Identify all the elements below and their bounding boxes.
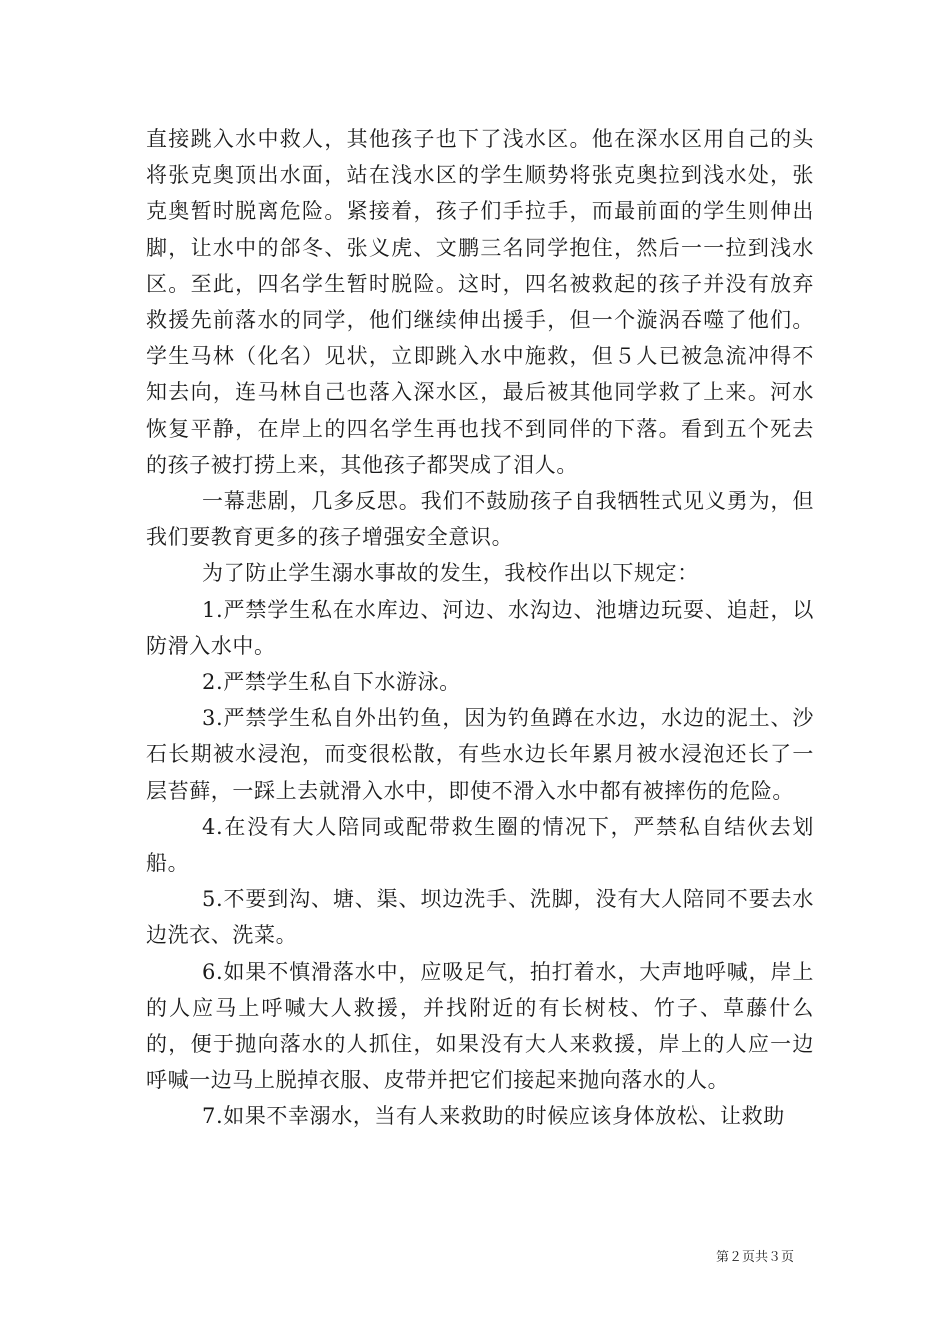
- rule-item-5: 5.不要到沟、塘、渠、坝边洗手、洗脚，没有大人陪同不要去水边洗衣、洗菜。: [146, 887, 814, 948]
- rule-item-4: 4.在没有大人陪同或配带救生圈的情况下，严禁私自结伙去划船。: [146, 814, 814, 876]
- paragraph-rules-intro: 为了防止学生溺水事故的发生，我校作出以下规定：: [202, 561, 699, 586]
- rule-item-6: 6.如果不慎滑落水中，应吸足气，拍打着水，大声地呼喊，岸上的人应马上呼喊大人救援，并找附近的有长树枝、竹子、草藤什么的，便于抛向落水的人抓住，如果没有大人来救援，岸上的人应一边呼喊一边马上脱掉衣服、皮带并把它们接起来抛向落水的人。: [146, 959, 814, 1093]
- rule-item-3: 3.严禁学生私自外出钓鱼，因为钓鱼蹲在水边，水边的泥土、沙石长期被水浸泡，而变很松散，有些水边长年累月被水浸泡还长了一层苔藓，一踩上去就滑入水中，即使不滑入水中都有被摔伤的危险。: [146, 706, 814, 803]
- rule-item-7: 7.如果不幸溺水，当有人来救助的时候应该身体放松、让救助: [202, 1104, 785, 1129]
- paragraph-rescue-story: 直接跳入水中救人，其他孩子也下了浅水区。他在深水区用自己的头将张克奥顶出水面，站在浅水区的学生顺势将张克奥拉到浅水处，张克奥暂时脱离危险。紧接着，孩子们手拉手，而最前面的学生则伸出脚，让水中的郃冬、张义虎、文鹏三名同学抱住，然后一一拉到浅水区。至此，四名学生暂时脱险。这时，四名被救起的孩子并没有放弃救援先前落水的同学，他们继续伸出援手，但一个漩涡吞噬了他们。学生马林（化名）见状，立即跳入水中施救，但５人已被急流冲得不知去向，连马林自己也落入深水区，最后被其他同学救了上来。河水恢复平静，在岸上的四名学生再也找不到同伴的下落。看到五个死去的孩子被打捞上来，其他孩子都哭成了泪人。: [146, 127, 814, 477]
- document-body: [146, 121, 814, 1135]
- paragraph-reflection: 一幕悲剧，几多反思。我们不鼓励孩子自我牺牲式见义勇为，但我们要教育更多的孩子增强安全意识。: [146, 489, 814, 550]
- rule-item-2: 2.严禁学生私自下水游泳。: [202, 670, 461, 695]
- rule-item-1: 1.严禁学生私在水库边、河边、水沟边、池塘边玩耍、追赶，以防滑入水中。: [146, 597, 814, 658]
- page-number: 第２页共３页: [716, 1250, 795, 1265]
